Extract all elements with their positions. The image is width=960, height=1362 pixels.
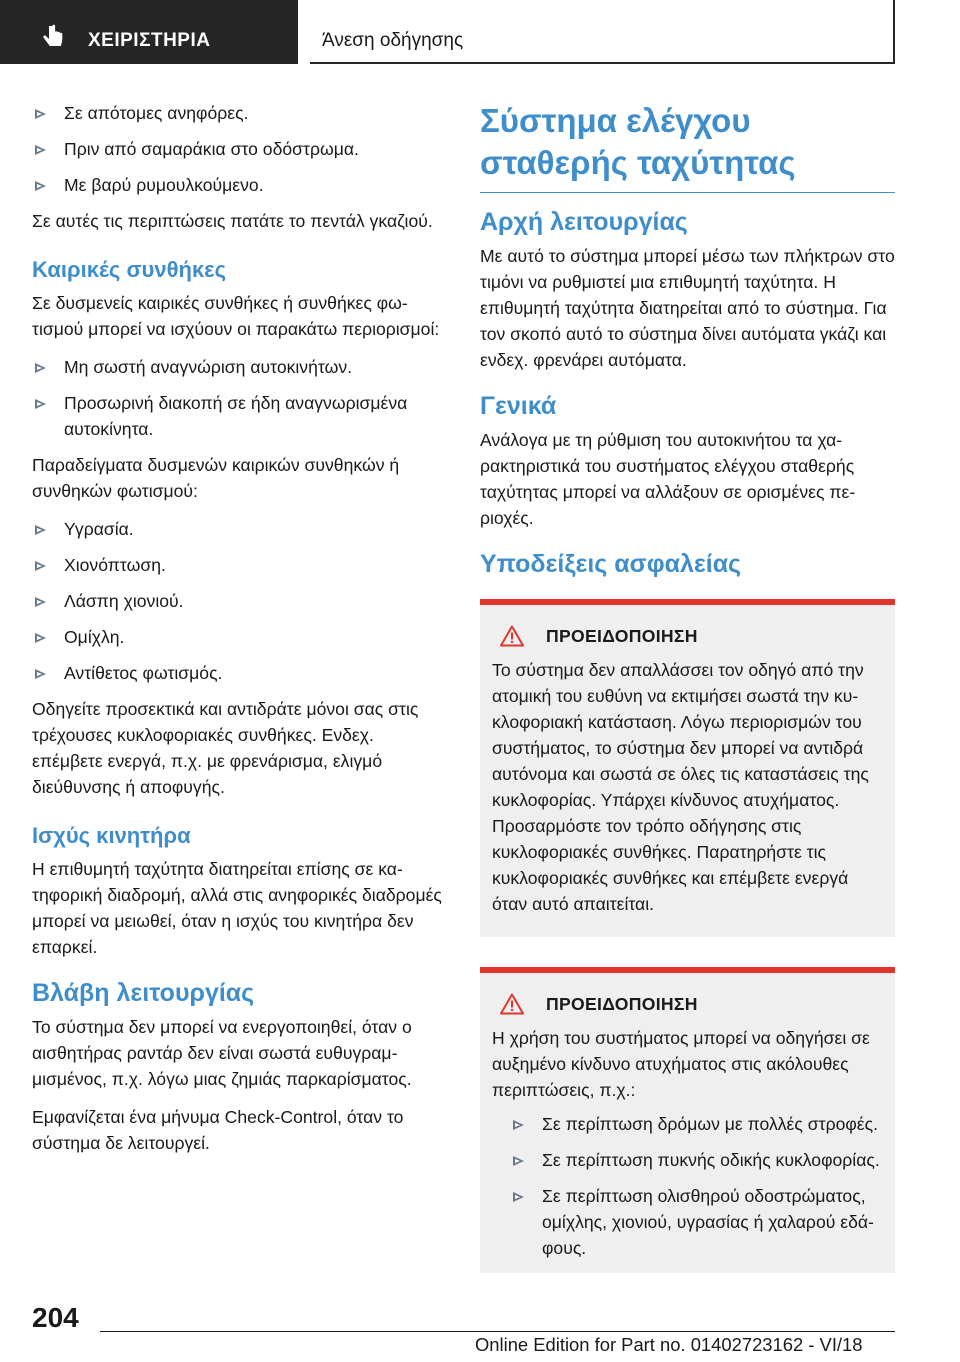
section-tab xyxy=(0,0,298,64)
paragraph: Παραδείγματα δυσμενών καιρικών συνθηκών ή συνθηκών φωτισμού: xyxy=(32,455,400,501)
warning-title: ΠΡΟΕΙΔΟΠΟΙΗΣΗ xyxy=(546,625,698,646)
hand-pointer-icon xyxy=(40,24,66,50)
heading-engine: Ισχύς κινητήρα xyxy=(32,823,191,848)
heading-general: Γενικά xyxy=(480,392,557,420)
paragraph: Το σύστημα δεν μπορεί να ενεργοποιηθεί, όταν ο αισθητήρας ραντάρ δεν είναι σωστά ευθυγραμμισμένος, π.χ. λόγω μιας ζημιάς παρκαρίσματος. xyxy=(32,1017,412,1089)
warning-box xyxy=(480,599,895,937)
list-item: Πριν από σαμαράκια στο οδόστρωμα. xyxy=(32,136,448,162)
warning-triangle-icon xyxy=(500,993,524,1015)
list-item: Σε περίπτωση δρόμων με πολλές στροφές. xyxy=(510,1111,881,1137)
chapter-tab xyxy=(310,0,895,64)
page-header xyxy=(0,0,960,66)
footer-divider xyxy=(100,1331,895,1332)
paragraph: Η επιθυμητή ταχύτητα διατηρείται επίσης σε κατηφορική διαδρομή, αλλά στις ανηφορικές διαδρομές μπορεί να μειωθεί, όταν η ισχύς του κινητήρα δεν επαρκεί. xyxy=(32,859,442,957)
list-item: Σε περίπτωση ολισθηρού οδοστρώματος, ομίχλης, χιονιού, υγρασίας ή χαλαρού εδάφους. xyxy=(510,1183,881,1261)
paragraph: Ανάλογα με τη ρύθμιση του αυτοκινήτου τα χαρακτηριστικά του συστήματος ελέγχου σταθερής ταχύτητας μπορεί να αλλάξουν σε ορισμένες περιοχές. xyxy=(480,430,856,528)
list-item: Αντίθετος φωτισμός. xyxy=(32,660,448,686)
paragraph: Σε δυσμενείς καιρικές συνθήκες ή συνθήκες φωτισμού μπορεί να ισχύουν οι παρακάτω περιορισμοί: xyxy=(32,293,440,339)
list-item: Μη σωστή αναγνώριση αυτοκινήτων. xyxy=(32,354,448,380)
list-item: Με βαρύ ρυμουλκούμενο. xyxy=(32,172,448,198)
list-item: Χιονόπτωση. xyxy=(32,552,448,578)
list-item: Σε απότομες ανηφόρες. xyxy=(32,100,448,126)
paragraph: Με αυτό το σύστημα μπορεί μέσω των πλήκτρων στο τιμόνι να ρυθμιστεί μια επιθυμητή ταχύτητα. Η επιθυμητή ταχύτητα διατηρείται από το σύστημα. Για τον σκοπό αυτό το σύστημα δίνει αυτόματα γκάζι και ενδεχ. φρενάρει αυτόματα. xyxy=(480,246,895,370)
list-item: Προσωρινή διακοπή σε ήδη αναγνωρισμένα αυτοκίνητα. xyxy=(32,390,448,442)
right-column xyxy=(480,100,895,1291)
paragraph: Οδηγείτε προσεκτικά και αντιδράτε μόνοι σας στις τρέχουσες κυκλοφοριακές συνθήκες. Ενδεχ. επέμβετε ενεργά, π.χ. με φρενάρισμα, ελιγμό διεύθυνσης ή αποφυγής. xyxy=(32,699,419,797)
paragraph: Σε αυτές τις περιπτώσεις πατάτε το πεντάλ γκαζιού. xyxy=(32,211,433,231)
warning-box xyxy=(480,967,895,1273)
section-title: ΧΕΙΡΙΣΤΗΡΙΑ xyxy=(88,30,211,51)
page-title: Σύστημα ελέγχου σταθερής ταχύτητας xyxy=(480,102,796,181)
list-item: Υγρασία. xyxy=(32,516,448,542)
left-column xyxy=(32,100,448,1168)
title-divider xyxy=(480,192,895,193)
warning-triangle-icon xyxy=(500,625,524,647)
heading-principle: Αρχή λειτουργίας xyxy=(480,208,688,236)
chapter-title: Άνεση οδήγησης xyxy=(322,30,464,51)
heading-fault: Βλάβη λειτουργίας xyxy=(32,979,255,1007)
warning-header xyxy=(492,993,881,1015)
list-item: Ομίχλη. xyxy=(32,624,448,650)
edition-text: Online Edition for Part no. 01402723162 - VI/18 xyxy=(475,1334,863,1355)
warning-text: Το σύστημα δεν απαλλάσσει τον οδηγό από την ατομική του ευθύνη να εκτιμήσει σωστά την κυκλοφοριακή κατάσταση. Λόγω περιορισμών του συστήματος, το σύστημα δεν μπορεί να αντιδρά αυτόνομα και σωστά σε όλες τις καταστάσεις της κυκλοφορίας. Υπάρχει κίνδυνος ατυχήματος. Προσαρμόστε τον τρόπο οδήγησης στις κυκλοφοριακές συνθήκες. Παρατηρήστε τις κυκλοφοριακές συνθήκες και επέμβετε ενεργά όταν αυτό απαιτείται. xyxy=(492,660,869,914)
warning-title: ΠΡΟΕΙΔΟΠΟΙΗΣΗ xyxy=(546,993,698,1014)
heading-safety: Υποδείξεις ασφαλείας xyxy=(480,550,742,578)
warning-header xyxy=(492,625,881,647)
paragraph: Εμφανίζεται ένα μήνυμα Check-Control, όταν το σύστημα δε λειτουργεί. xyxy=(32,1107,404,1153)
list-item: Σε περίπτωση πυκνής οδικής κυκλοφορίας. xyxy=(510,1147,881,1173)
page-number: 204 xyxy=(32,1302,79,1333)
list-item: Λάσπη χιονιού. xyxy=(32,588,448,614)
heading-weather: Καιρικές συνθήκες xyxy=(32,257,227,282)
warning-text: Η χρήση του συστήματος μπορεί να οδηγήσει σε αυξημένο κίνδυνο ατυχήματος στις ακόλουθες περιπτώσεις, π.χ.: xyxy=(492,1028,870,1100)
